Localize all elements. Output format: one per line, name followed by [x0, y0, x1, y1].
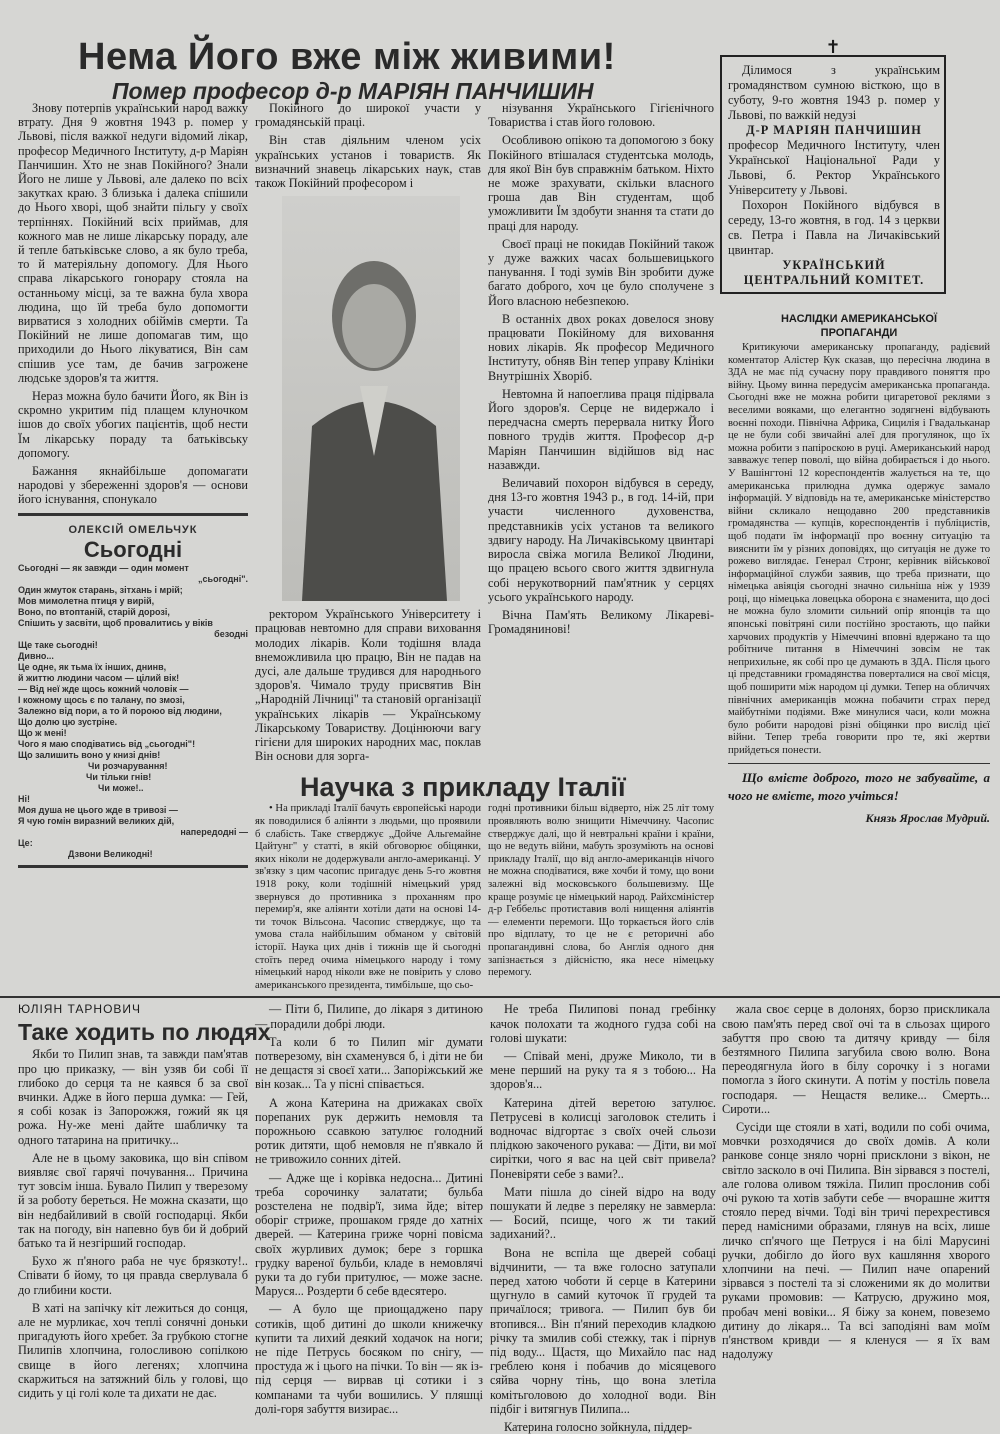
- paragraph: Катерина дітей веретою затулює. Петрусеві в колисці заголовок стелить і водночас відгортає з своїх очей сльози плідкою закоченого рукава: — Діти, ви мої сирітки, чого я вас на цей світ привела? Поневіряти себе з вами?..: [490, 1095, 716, 1181]
- poem-line: Один жмуток старань, зітхань і мрій;: [18, 584, 183, 595]
- quote: [728, 769, 990, 827]
- paragraph: Не треба Пилипові понад гребінку качок полохати та жодного гудза собі на голові шукати:: [490, 1002, 716, 1045]
- paragraph: — Співай мені, друже Миколо, ти в мене перший на руку та я з тобою... На здоров'я...: [490, 1048, 716, 1092]
- poem-title: Сьогодні: [83, 536, 183, 562]
- italy-title: Научка з прикладу Італії: [300, 772, 626, 803]
- quote-text: Що вмієте доброго, того не забувайте, а чого не вмієте, того учіться!: [728, 769, 990, 803]
- poem-line: Залежно від пори, а то й пороюо від людини,: [18, 705, 222, 716]
- paragraph: Невтомна й напоеглива праця підірвала Його здоров'я. Серце не видержало і передчасна смерть перервала нитку Його повного трудів життя. Професор д-р Маріян Панчишин відійшов від нас назавжди.: [488, 386, 714, 472]
- italy-text-1: • На прикладі Італії бачуть європейські народи як поводилися б аліянти з людьми, що проявили б слабість. Таке стверджує „Дойче Альгемайне Цайтунг" у статті, в якій обговорює обіцянки, яких ніколи не додержували англо-американці. У зв'язку з цим часопис пригадує день 5-го жовтня 1918 року, коли тодішній німецький уряд звернувся до противника з проханням про перемир'я, яке аліянти хотіли дати на основі 14-ти точок Вільсона. Часопис стверджує, що та умова стала найбільшим обманом у світовій історії. Наука цих днів і тижнів ще й сьогодні стоїть перед очима німецького народу і тому німецький народ ніколи вже не повірить у слово американського президента, тимбільше, що сьо-: [255, 803, 481, 991]
- story-column-1: [18, 1047, 248, 1400]
- left-stack: [18, 40, 248, 868]
- poem-line: Чи розчарування!: [88, 760, 168, 771]
- propaganda-title: НАСЛІДКИ АМЕРИКАНСЬКОЇ ПРОПАГАНДИ: [780, 313, 937, 339]
- paragraph: В останніх двох роках довелося знову працювати Покійному для виховання нових лікарів. Як професор Медичного Інституту, обняв Він тепер управу Клініки Внутрішніх Хворіб.: [488, 311, 714, 383]
- divider: [18, 865, 248, 868]
- paragraph: Але не в цьому заковика, що він співом виявляє свої гарячі почування... Причина тут зовсім інша. Бувало Пилип у тверезому й за роботу береться. Не можна сказати, що він недбайливий в своїй господарці. Якби так на погоду, він напевно був би й добрий батько та й незгірший господар.: [18, 1150, 248, 1250]
- poem-line: Чи може!..: [98, 782, 144, 793]
- cross-icon: ✝: [825, 37, 841, 57]
- notice-signature: УКРАЇНСЬКИЙ ЦЕНТРАЛЬНИЙ КОМІТЕТ.: [743, 258, 925, 287]
- paragraph: Бажання якнайбільше допомагати народові у збереженні здоров'я — основи його існування, спонукало: [18, 464, 248, 507]
- obituary-column-2-bottom: [255, 607, 481, 763]
- poem-line: безодні: [214, 628, 248, 639]
- poem-line: „сьогодні".: [198, 573, 248, 584]
- poem-line: Я чую гомін виразний великих дій,: [18, 815, 175, 826]
- poem-line: Моя душа не цього жде в тривозі —: [18, 804, 178, 815]
- story-column-1-wrap: [18, 1002, 271, 1401]
- divider: [728, 763, 990, 764]
- paragraph: Особливою опікою та допомогою з боку Покійного втішалася студентська молодь, для якої Він був справжнім батьком. Ніхто не може зрахувати, скільки власного гроша дав Він студентам, щоб уможливити Їм здобути знання та стати до праці для народу.: [488, 133, 714, 233]
- notice-name: Д-Р МАРІЯН ПАНЧИШИН: [746, 123, 922, 137]
- poem-author: ОЛЕКСІЙ ОМЕЛЬЧУК: [68, 523, 198, 536]
- paragraph: Бухо ж п'яного раба не чує брязкоту!.. Співати б йому, то ця правда сверлувала б до глибини кости.: [18, 1254, 248, 1297]
- poem-line: Що долю цю зустріне.: [18, 716, 118, 727]
- poem-line: Сьогодні — як завжди — один момент: [18, 562, 189, 573]
- poem: [18, 524, 248, 860]
- obituary-headline: Нема Його вже між живими!: [78, 36, 616, 78]
- notice-text-2: професор Медичного Інституту, член Української Національної Ради у Львові, б. Ректор Українського Університету у Львові.: [728, 138, 940, 197]
- notice-text-3: Похорон Покійного відбувся в середу, 13-го жовтня, в год. 14 з церкви св. Петра і Павла на Личаківський цвинтар.: [728, 198, 940, 257]
- paragraph: В хаті на запічку кіт лежиться до сонця, але не мурликає, хоч теплі сонячні доньки пригадують його хребет. За грубкою стогне Пилипів хлопчина, голосливою сопілкою свище в його легенях; хлопчина скаржиться на затяжний біль у голові, що сидить у ці голі коле та дихати не дає.: [18, 1300, 248, 1401]
- poem-line: Дзвони Великодні!: [68, 848, 153, 859]
- obituary-column-3: [488, 101, 714, 763]
- paragraph: Знову потерпів український народ важку втрату. Дня 9 жовтня 1943 р. помер у Львові, після важкої недуги відомий лікар, професор Медичного Інституту, д-р Маріян Панчишин. Хто не знав Покійного? Знали Його не лише у Львові, але далеко по всіх закутках краю. З близька і далека спішили до Нього хворі, щоб знайти пільгу у своїх терпіннях. Покійний всіх приймав, для кожного мав не лише лікарську пораду, але й тепле батьківське слово, а як було треба, то й матеріяльну допомогу. Для Нього справа лікарського гонорару стояла на останньому місці, за те важна була хвора людина, що їй треба було допомогти вирватися з холодних обіймів смерти. Та Покійний не лише допомагав тим, що приходили до Нього лікуватися, Він сам спішив усе там, де бачив загрожене людське здоров'я та життя.: [18, 101, 248, 385]
- paragraph: — А було ще приощаджено пару сотиків, щоб дитині до школи книжечку купити та лихий деякий ходачок на ноги; не піде Петрусь босяком по снігу, — простуда ж і цього на пічки. То він — як із-під серця — вирвав ці сотики і з компанами та чуби вошились. У пляшці долі-горя забуття визирає...: [255, 1302, 483, 1416]
- quote-author: Князь Ярослав Мудрий.: [865, 810, 990, 825]
- story-column-4: [722, 1002, 990, 1361]
- poem-line: Це одне, як тьма їх інших, днинв,: [18, 661, 167, 672]
- italy-column-2: [488, 803, 714, 992]
- paragraph: — Піти б, Пилипе, до лікаря з дитиною — порадили добрі люди.: [255, 1002, 483, 1031]
- italy-columns: [255, 803, 714, 992]
- obituary-column-2-top: [255, 101, 481, 190]
- poem-line: Це:: [18, 837, 33, 848]
- story-section: [0, 998, 1000, 1434]
- propaganda-text: Критикуючи американську пропаганду, радієвий коментатор Алістер Кук сказав, що пересічна людина в ЗДА не має під сучасну пору правдивого поняття про війну. Цьому винна передусім американська пропаганда. Сьогодні вже не можна робити цигаретової реклями з веселими вояками, що елегантно зодягнені відбувають воєнні походи. Північна Африка, Сицилія і Гвадальканар це не були собі звичайні алеї для прогулянок, що їх можна робити з папіроскою в руці. Американський народ завважує тепер поволі, що війна добирається і до нього. У Вашінгтоні 12 кореспондентів жалується на те, що американська прилюдна думка одержує замало інформацій. У відповідь на те, американське міністерство війни скликало нещодавно 200 представників громадянства — купців, кореспондентів і публіцистів, щоб подати їм інформації про воєнну ситуацію та вияснити їм у різних доповідях, що ситуація не дуже то рожево виглядає. Генерал Стронг, керівник військової інформаційної служби заявив, що треба признати, що німецька авіяція сьогодні значно сильніша ніж у 1939 році, що німецька ловецька оборона є знаменита, що досі не можна було зломити сильний опір японців та що японські повітряні сили постійно зростають, що пайки харчових продуктів у Німеччині вповні вдержано та що робітниче питання в Німеччині зовсім не так неприхильне, як собі про це думають в ЗДА. Після цього ці представники громадянства поверталися на свої місця, щоб поширити між народом ці думки. Тепер на обличчях північних американців можна побачити страх перед майбутніми подіями. Вже минулися часи, коли можна було робити народові різні обіцянки про вислід цієї війни. Тепер треба говорити про те, які жертви прийдеться понести.: [728, 342, 990, 756]
- poem-line: Спішить у засвіти, щоб провалитись у віків: [18, 617, 213, 628]
- notice-text: Ділимося з українським громадянством сумною вісткою, що в суботу, 9-го жовтня 1943 р. помер у Львові, по важкій недузі: [728, 63, 940, 122]
- poem-line: напередодні —: [180, 826, 248, 837]
- paragraph: Вічна Пам'ять Великому Лікареві-Громадянинові!: [488, 607, 714, 637]
- paragraph: Та коли б то Пилип міг думати потверезому, він схаменувся б, і діти не би не дещастя зі своєї хати... Запоріжський же він козак... Та у пісні співається.: [255, 1034, 483, 1092]
- paragraph: Нераз можна було бачити Його, як Він із скромно укритим під плащем клуночком ішов до своїх убогих пацієнтів, щоб нести Їм лікарську пораду та батьківську допомогу.: [18, 389, 248, 460]
- center-stack: [255, 40, 714, 992]
- poem-line: Дивно...: [18, 650, 54, 661]
- portrait-photo: [282, 196, 460, 601]
- obituary-columns: [255, 101, 714, 763]
- story-column-2: [255, 1002, 483, 1416]
- poem-line: Ще таке сьогодні!: [18, 639, 98, 650]
- paragraph: ректором Українського Університету і працював невтомно для справи виховання молодих лікарів. Коли тодішня влада внеможливила цю працю, Він не падав на дусі, але дальше трудився для народнього здоров'я. Чимало труду присвятив Він „Народній Лічниці" та становій організації українських лікарів — Українському Лікарському Товариству. Доцінюючи вагу гігієни для широких народних мас, поклав Він основи для зорга-: [255, 607, 481, 764]
- paragraph: Покійного до широкої участи у громадянській праці.: [255, 101, 481, 130]
- paragraph: Своєї праці не покидав Покійний також у дуже важких часах большевицького панування. І тоді зумів Він зробити дуже багато доброго, хоч це було сполучене з Його власною небезпекою.: [488, 236, 714, 308]
- obituary-column-2: [255, 101, 481, 763]
- story-title: Таке ходить по людях: [18, 1019, 271, 1046]
- paragraph: Сусіди ще стояли в хаті, водили по собі очима, мовчки розходячися до своїх домів. А коли ранкове сонце зняло чорні присклони з вікон, не світло засколо в очі Пилипа. Він зірвався з постелі, але голова оливом тяжіла. Пилип прослонив собі очі рукою та хотів забути себе — вчорашне життя стояло перед вічми. Тоді він тричі перехрестився перед намісними образами, глянув на всіх, лише личко сп'ячого ще Петруся і на білі Марусині ручки, добігло до його вух кашляння хворого хлопчини на печі. — Пилип наче опарений зірвався з постелі та зі сложеними як до молитви руками промовив: — Катрусю, дружино моя, пробач мені вовіки... Я біжу за конем, повеземо дитину до лікаря... Та всі заподіяні вам моїм п'янством кривди — я кленуся — я їх вам надолужу: [722, 1119, 990, 1362]
- paragraph: — Адже ще і корівка недосна... Дитині треба сорочинку залатати; бульба розстелена не подвір'ї, зима йде; вітер оборіг стриже, прошаком гряде до хатніх дверей. — Катерина гриже чорні повісма своїх журливих думок; бере з горшка грудку вареної бульби, кладе в немовлячі руки та до губи притулює, — може засне. Маруся... Роздерти б себе вдесятеро.: [255, 1170, 483, 1299]
- paragraph: Величавий похорон відбувся в середу, дня 13-го жовтня 1943 р., в год. 14-ій, при участи численного духовенства, представників усіх установ та великого здвигу народу. На Личаківському цвинтарі виросла свіжа могила Великої Людини, що працею всього свого життя здвигнула собі нерукотворний пам'ятник у серцях усього українського народу.: [488, 476, 714, 604]
- paragraph: жала своє серце в долонях, борзо прискликала свою пам'ять перед свої очі та в сльозах щирого забуття про свою та дитячу кривду — біля безтямного Пилипа загубила свою волю. Вона переодягнула його в білу сорочку і з ногами помогла з його скинути. А потім у постіль повела господаря. — Нещастя велике... Смерть... Сироти...: [722, 1002, 990, 1116]
- poem-line: Мов мимолетна птиця у вирій,: [18, 595, 155, 606]
- poem-line: — Від неї жде щось кожний чоловік —: [18, 683, 189, 694]
- poem-lines: [18, 563, 248, 860]
- propaganda-article: [728, 312, 990, 758]
- paragraph: Вона не вспіла ще дверей собаці відчинити, — та вже голосно затупали перед хатою чоботи й серце в Катерини щугнуло в самий куточок її грудей та причаїлося; тривога. — Пилип був би втопився... Він п'яний переходив кладкою річку та змилив собі стежку, так і пірнув під воду... Щастя, що Михайло пас над греблею коня і побачив до місяцевого сяйва чорну тінь, що вона злетіла комітьголовою до холодної води. Він підбіг і витягнув Пилипа...: [490, 1245, 716, 1416]
- paragraph: Він став діяльним членом усіх українських установ і товариств. Як визначний знавець лікарських наук, став також Покійний професором і: [255, 133, 481, 191]
- poem-line: Що ж мені!: [18, 727, 67, 738]
- obituary-column-1: [18, 101, 248, 507]
- italy-column-1: [255, 803, 481, 992]
- poem-line: Ні!: [18, 793, 30, 804]
- paragraph: нізування Українського Гігієнічного Товариства і став його головою.: [488, 101, 714, 130]
- poem-line: Чи тільки гнів!: [86, 771, 152, 782]
- poem-line: І кожному щось є по талану, по змозі,: [18, 694, 185, 705]
- portrait-image: [282, 196, 460, 601]
- poem-line: й життю людини часом — цілий вік!: [18, 672, 180, 683]
- paragraph: А жона Катерина на дрижаках своїх порепаних рук держить немовля та порожньою ссавкою затулює голодний ротик дитяти, щоб немовля не п'явкало й не тривожило сонних дітей.: [255, 1095, 483, 1167]
- italy-text-2: годні противники більш відверто, ніж 25 літ тому проявляють волю знищити Німеччину. Часопис стверджує далі, що й невтральні країни і країни, що не ведуть війни, мабуть зрозуміють на основі прикладу Італії, що від англо-американців нічого не можна сподіватися, вже хочби й тому, що вони залежні від московського большевизму. Ще краще розуміє це німецький народ. Райхсміністер д-р Геббельс протиставив волі нищення аліянтів — елементи перемоги. Що торкається його слів про відплату, то це не є реторичні або пропагандивні слова, бо Англія одного дня запізнається з дійсністю, яка несе німецьку перемогу.: [488, 803, 714, 979]
- poem-line: Чого я маю сподіватись від „сьогодні"!: [18, 738, 196, 749]
- poem-line: Що залишить воно у книзі днів!: [18, 749, 161, 760]
- paragraph: Мати пішла до сіней відро на воду пошукати й ледве з переляку не завмерла: — Босий, псище, чого ж ти такий задиханий?..: [490, 1184, 716, 1242]
- story-author: ЮЛІЯН ТАРНОВИЧ: [18, 1002, 142, 1017]
- poem-line: Воно, по втоптаній, старій дорозі,: [18, 606, 170, 617]
- paragraph: Катерина голосно зойкнула, піддер-: [504, 1420, 693, 1434]
- obituary-subheadline: Помер професор д-р МАРІЯН ПАНЧИШИН: [112, 78, 594, 104]
- paragraph: Якби то Пилип знав, та завжди пам'ятав про цю приказку, — він узяв би собі її глибоко до серця та не каявся б за свої вчинки. Адже в його перша думка: — Гей, я собі козак із Запорожжя, гожий як ця рожа. Ну-же мені дайте шабличку та одного татарина на притичку...: [18, 1047, 248, 1147]
- divider: [18, 513, 248, 516]
- mourning-notice: [720, 55, 946, 294]
- right-stack: [720, 37, 990, 827]
- story-column-3: [490, 1002, 716, 1434]
